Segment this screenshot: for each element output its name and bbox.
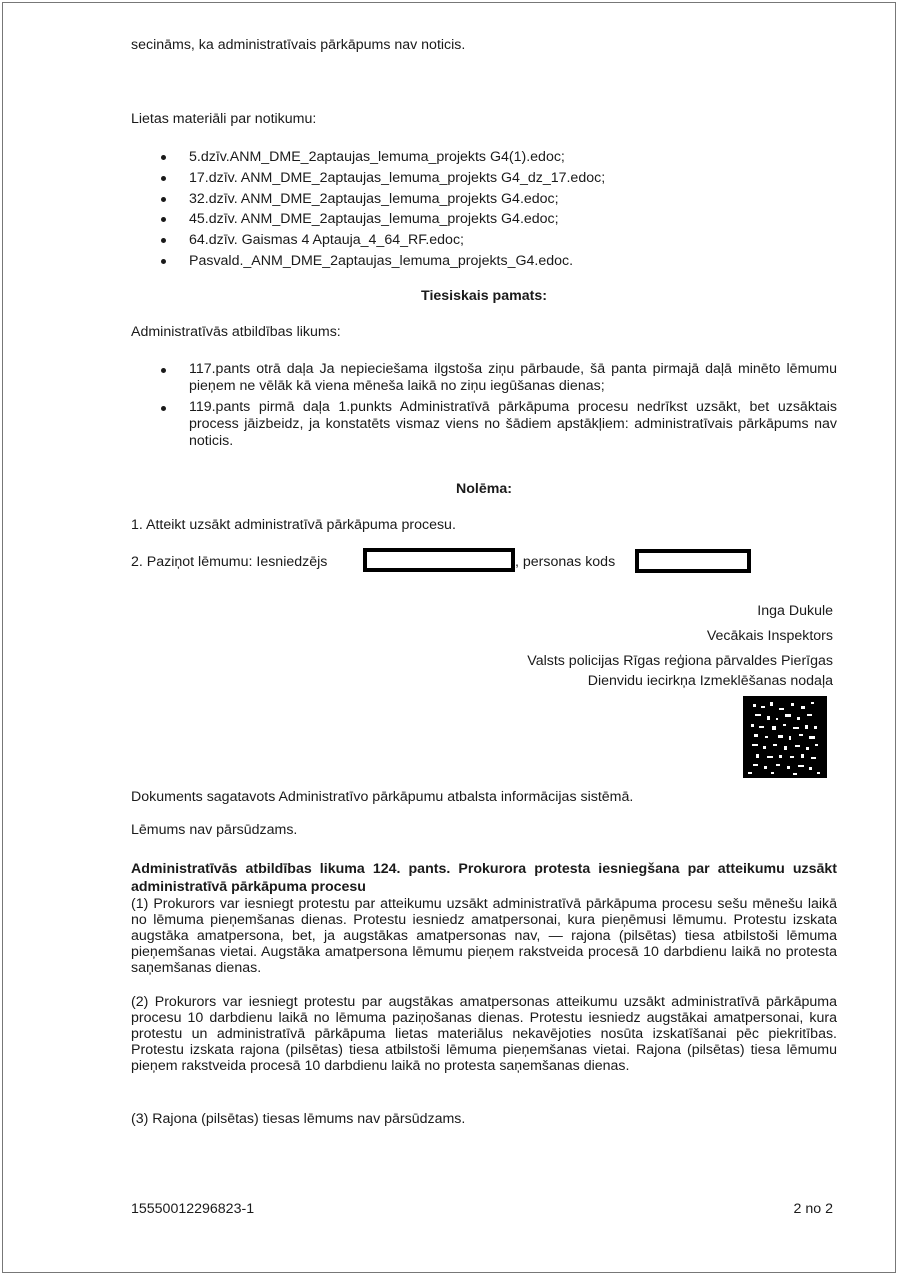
redacted-personal-code-box (635, 549, 751, 573)
article-paragraph-3: (3) Rajona (pilsētas) tiesas lēmums nav pārsūdzams. (131, 1111, 466, 1127)
not-appealable-note: Lēmums nav pārsūdzams. (131, 822, 298, 838)
list-item: 5.dzīv.ANM_DME_2aptaujas_lemuma_projekts G4(1).edoc; (161, 147, 605, 168)
redacted-name-box (363, 548, 515, 572)
signature-unit-line2: Dienvidu iecirkņa Izmeklēšanas nodaļa (587, 673, 833, 689)
decision-heading: Nolēma: (456, 481, 512, 497)
materials-heading: Lietas materiāli par notikumu: (131, 111, 317, 127)
list-item: 119.pants pirmā daļa 1.punkts Administratīvā pārkāpuma procesu nedrīkst uzsākt, bet uzsāktais process jāizbeidz, ja konstatēts vismaz viens no šādiem apstākļiem: administratīvais pārkāpums nav noticis. (161, 399, 837, 450)
list-item: 17.dzīv. ANM_DME_2aptaujas_lemuma_projekts G4_dz_17.edoc; (161, 168, 605, 189)
bullet-icon (161, 368, 166, 373)
bullet-icon (161, 155, 166, 160)
list-item: 64.dzīv. Gaismas 4 Aptauja_4_64_RF.edoc; (161, 230, 605, 251)
qr-code-image (743, 696, 827, 778)
bullet-icon (161, 197, 166, 202)
bullet-icon (161, 217, 166, 222)
bullet-icon (161, 406, 166, 411)
signature-unit-line1: Valsts policijas Rīgas reģiona pārvaldes Pierīgas (527, 653, 833, 669)
legal-basis-list (161, 361, 837, 454)
intro-text: secināms, ka administratīvais pārkāpums nav noticis. (131, 37, 466, 53)
signature-title: Vecākais Inspektors (706, 628, 833, 644)
article-title: Administratīvās atbildības likuma 124. pants. Prokurora protesta iesniegšana par atteikumu uzsākt administratīvā pārkāpuma procesu (131, 861, 837, 895)
bullet-icon (161, 259, 166, 264)
article-paragraph-1: (1) Prokurors var iesniegt protestu par atteikumu uzsākt administratīvā pārkāpuma procesu sešu mēnešu laikā no lēmuma pieņemšanas dienas. Protestu iesniedz amatpersonai, kura pieņēmusi lēmumu. Protestu izskata augstāka amatpersona, bet, ja augstākas amatpersonas nav, — rajona (pilsētas) tiesa atbilstoši lēmuma pieņemšanas vietai. Augstāka amatpersona lēmumu pieņem rakstveida procesā 10 darbdienu laikā no protesta saņemšanas dienas. (131, 896, 837, 976)
footer-page-number: 2 no 2 (793, 1201, 833, 1217)
article-paragraph-2: (2) Prokurors var iesniegt protestu par augstākas amatpersonas atteikumu uzsākt administratīvā pārkāpuma procesu 10 darbdienu laikā no lēmuma paziņošanas dienas. Protestu iesniedz augstākai amatpersonai, kura protestu un administratīvā pārkāpuma lietas materiālus nekavējoties nosūta izskatīšanai pēc piekritības. Protestu izskata rajona (pilsētas) tiesa atbilstoši lēmuma pieņemšanas vietai. Rajona (pilsētas) tiesa lēmumu pieņem rakstveida procesā 10 darbdienu laikā no protesta saņemšanas dienas. (131, 994, 837, 1074)
bullet-icon (161, 176, 166, 181)
law-name: Administratīvās atbildības likums: (131, 324, 341, 340)
materials-list (161, 147, 605, 272)
qr-code-pattern (743, 696, 827, 778)
legal-basis-heading: Tiesiskais pamats: (421, 288, 547, 304)
list-item: 117.pants otrā daļa Ja nepieciešama ilgstoša ziņu pārbaude, šā panta pirmajā daļā minēto lēmumu pieņem ne vēlāk kā viena mēneša laikā no ziņu iegūšanas dienas; (161, 361, 837, 395)
bullet-icon (161, 238, 166, 243)
decision-item-1: 1. Atteikt uzsākt administratīvā pārkāpuma procesu. (131, 517, 456, 533)
footer-doc-number: 15550012296823-1 (131, 1201, 255, 1217)
decision-item-2-middle: , personas kods (515, 554, 616, 570)
list-item: 45.dzīv. ANM_DME_2aptaujas_lemuma_projekts G4.edoc; (161, 209, 605, 230)
document-page (2, 2, 896, 1273)
decision-item-2-prefix: 2. Paziņot lēmumu: Iesniedzējs (131, 554, 328, 570)
list-item: 32.dzīv. ANM_DME_2aptaujas_lemuma_projekts G4.edoc; (161, 189, 605, 210)
signature-name: Inga Dukule (757, 603, 833, 619)
system-note: Dokuments sagatavots Administratīvo pārkāpumu atbalsta informācijas sistēmā. (131, 789, 634, 805)
list-item: Pasvald._ANM_DME_2aptaujas_lemuma_projekts_G4.edoc. (161, 251, 605, 272)
